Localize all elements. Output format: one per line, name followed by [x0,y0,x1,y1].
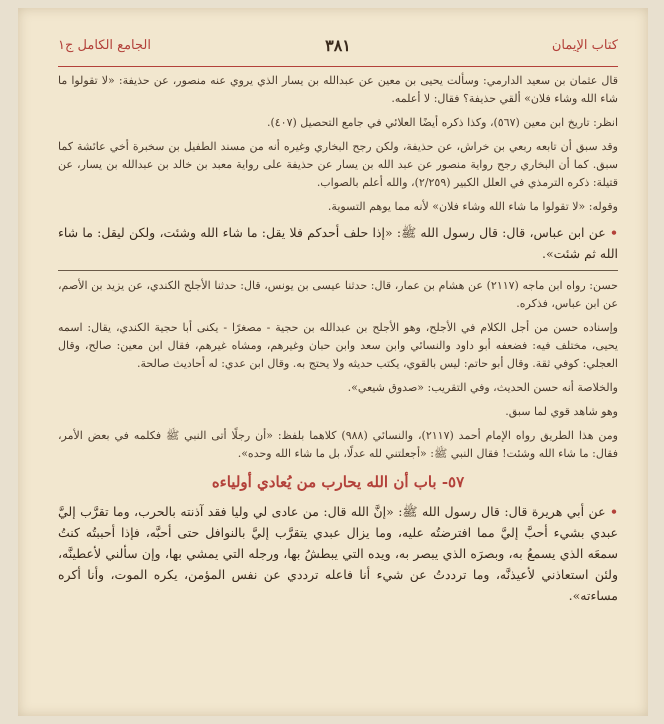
takhrij-note: وهو شاهد قوي لما سبق. [505,405,618,418]
takhrij-note: ومن هذا الطريق رواه الإمام أحمد (٢١١٧)، والنسائي (٩٨٨) كلاهما بلفظ: «أن رجلًا أتى النبي ﷺ فكلمه في بعض الأمر، فقال: ما شاء الله وشئت! فقال النبي ﷺ: «أجعلتني لله عدلًا، بل ما شاء الله وحده». [58,429,618,460]
chapter-running-title: كتاب الإيمان [551,38,618,53]
hadith-1: عن ابن عباس، قال: قال رسول الله ﷺ: «إذا حلف أحدكم فلا يقل: ما شاء الله وشئت، ولكن ليقل: ما شاء الله ثم شئت». [58,225,618,261]
takhrij-note: والخلاصة أنه حسن الحديث، وفي التقريب: «صدوق شيعي». [347,381,618,394]
book-page [18,8,648,716]
bullet-icon: • [610,225,618,240]
hadith-text [58,501,618,606]
divider [58,270,618,271]
paragraph: وقوله: «لا تقولوا ما شاء الله وشاء فلان» لأنه مما يوهم التسوية. [327,200,618,213]
hadith-text [58,222,618,264]
takhrij-note: وإسناده حسن من أجل الكلام في الأجلح، وهو الأجلح بن عبدالله بن حجية - مصغرًا - يكنى أبا حجية الكندي، يقال: اسمه يحيى، مختلف فيه: فضعفه أبو داود والنسائي وابن سعد وابن حبان وغيرهم، ومشاه غيرهم، فقال ابن معين: صالح، وقال العجلي: كوفي ثقة. وقال أبو حاتم: ليس بالقوي، يكتب حديثه ولا يحتج به. وقال ابن عدي: له أحاديث صالحة. [58,321,618,370]
hadith-2: عن أبي هريرة قال: قال رسول الله ﷺ: «إنَّ الله قال: من عادى لي وليا فقد آذنته بالحرب، وما تقرَّب إليَّ عبدي بشيء أحبَّ إليَّ مما افترضتُه عليه، وما يزال عبدي يتقرَّب إليَّ بالنوافل حتى أحبَّه، فإذا أحببتُه كنتُ سمعَه الذي يسمعُ به، وبصرَه الذي يبصر به، ويده التي يبطشُ بها، ورجله التي يمشي بها، وإن سألني لأعطينَّه، ولئن استعاذني لأعيذنَّه، وما ترددتُ عن شيء أنا فاعله ترددي عن نفس المؤمن، يكره الموت، وأنا أكره مساءته». [58,504,618,603]
page-number: ٣٨١ [325,36,351,55]
page-header [58,36,618,67]
paragraph: انظر: تاريخ ابن معين (٥٦٧)، وكذا ذكره أيضًا العلائي في جامع التحصيل (٤٠٧). [266,116,618,129]
takhrij-note: حسن: رواه ابن ماجه (٢١١٧) عن هشام بن عمار، قال: حدثنا عيسى بن يونس، قال: حدثنا الأجلح الكندي، عن يزيد بن الأصم، عن ابن عباس، فذكره. [58,279,618,310]
book-title: الجامع الكامل ج١ [58,38,151,53]
paragraph: وقد سبق أن تابعه ربعي بن خراش، عن حذيفة، ولكن رجح البخاري وغيره أنه من مسند الطفيل بن سخبرة أخي عائشة كما سبق. كما أن البخاري رجح رواية منصور عن عبد الله بن يسار عن حذيفة على رواية معبد بن خالد بن عبدالله بن يسار، عن قتيلة: ذكره الترمذي في العلل الكبير (٢/٢٥٩)، والله أعلم بالصواب. [58,140,618,189]
page-body [58,72,618,700]
paragraph: قال عثمان بن سعيد الدارمي: وسألت يحيى بن معين عن عبدالله بن يسار الذي يروي عنه منصور، عن حذيفة: «لا تقولوا ما شاء الله وشاء فلان» ألقي حذيفة؟ فقال: لا أعلمه. [58,74,618,105]
chapter-heading: ٥٧- باب أن الله يحارب من يُعادي أولياءه [211,473,465,491]
bullet-icon: • [610,504,618,519]
